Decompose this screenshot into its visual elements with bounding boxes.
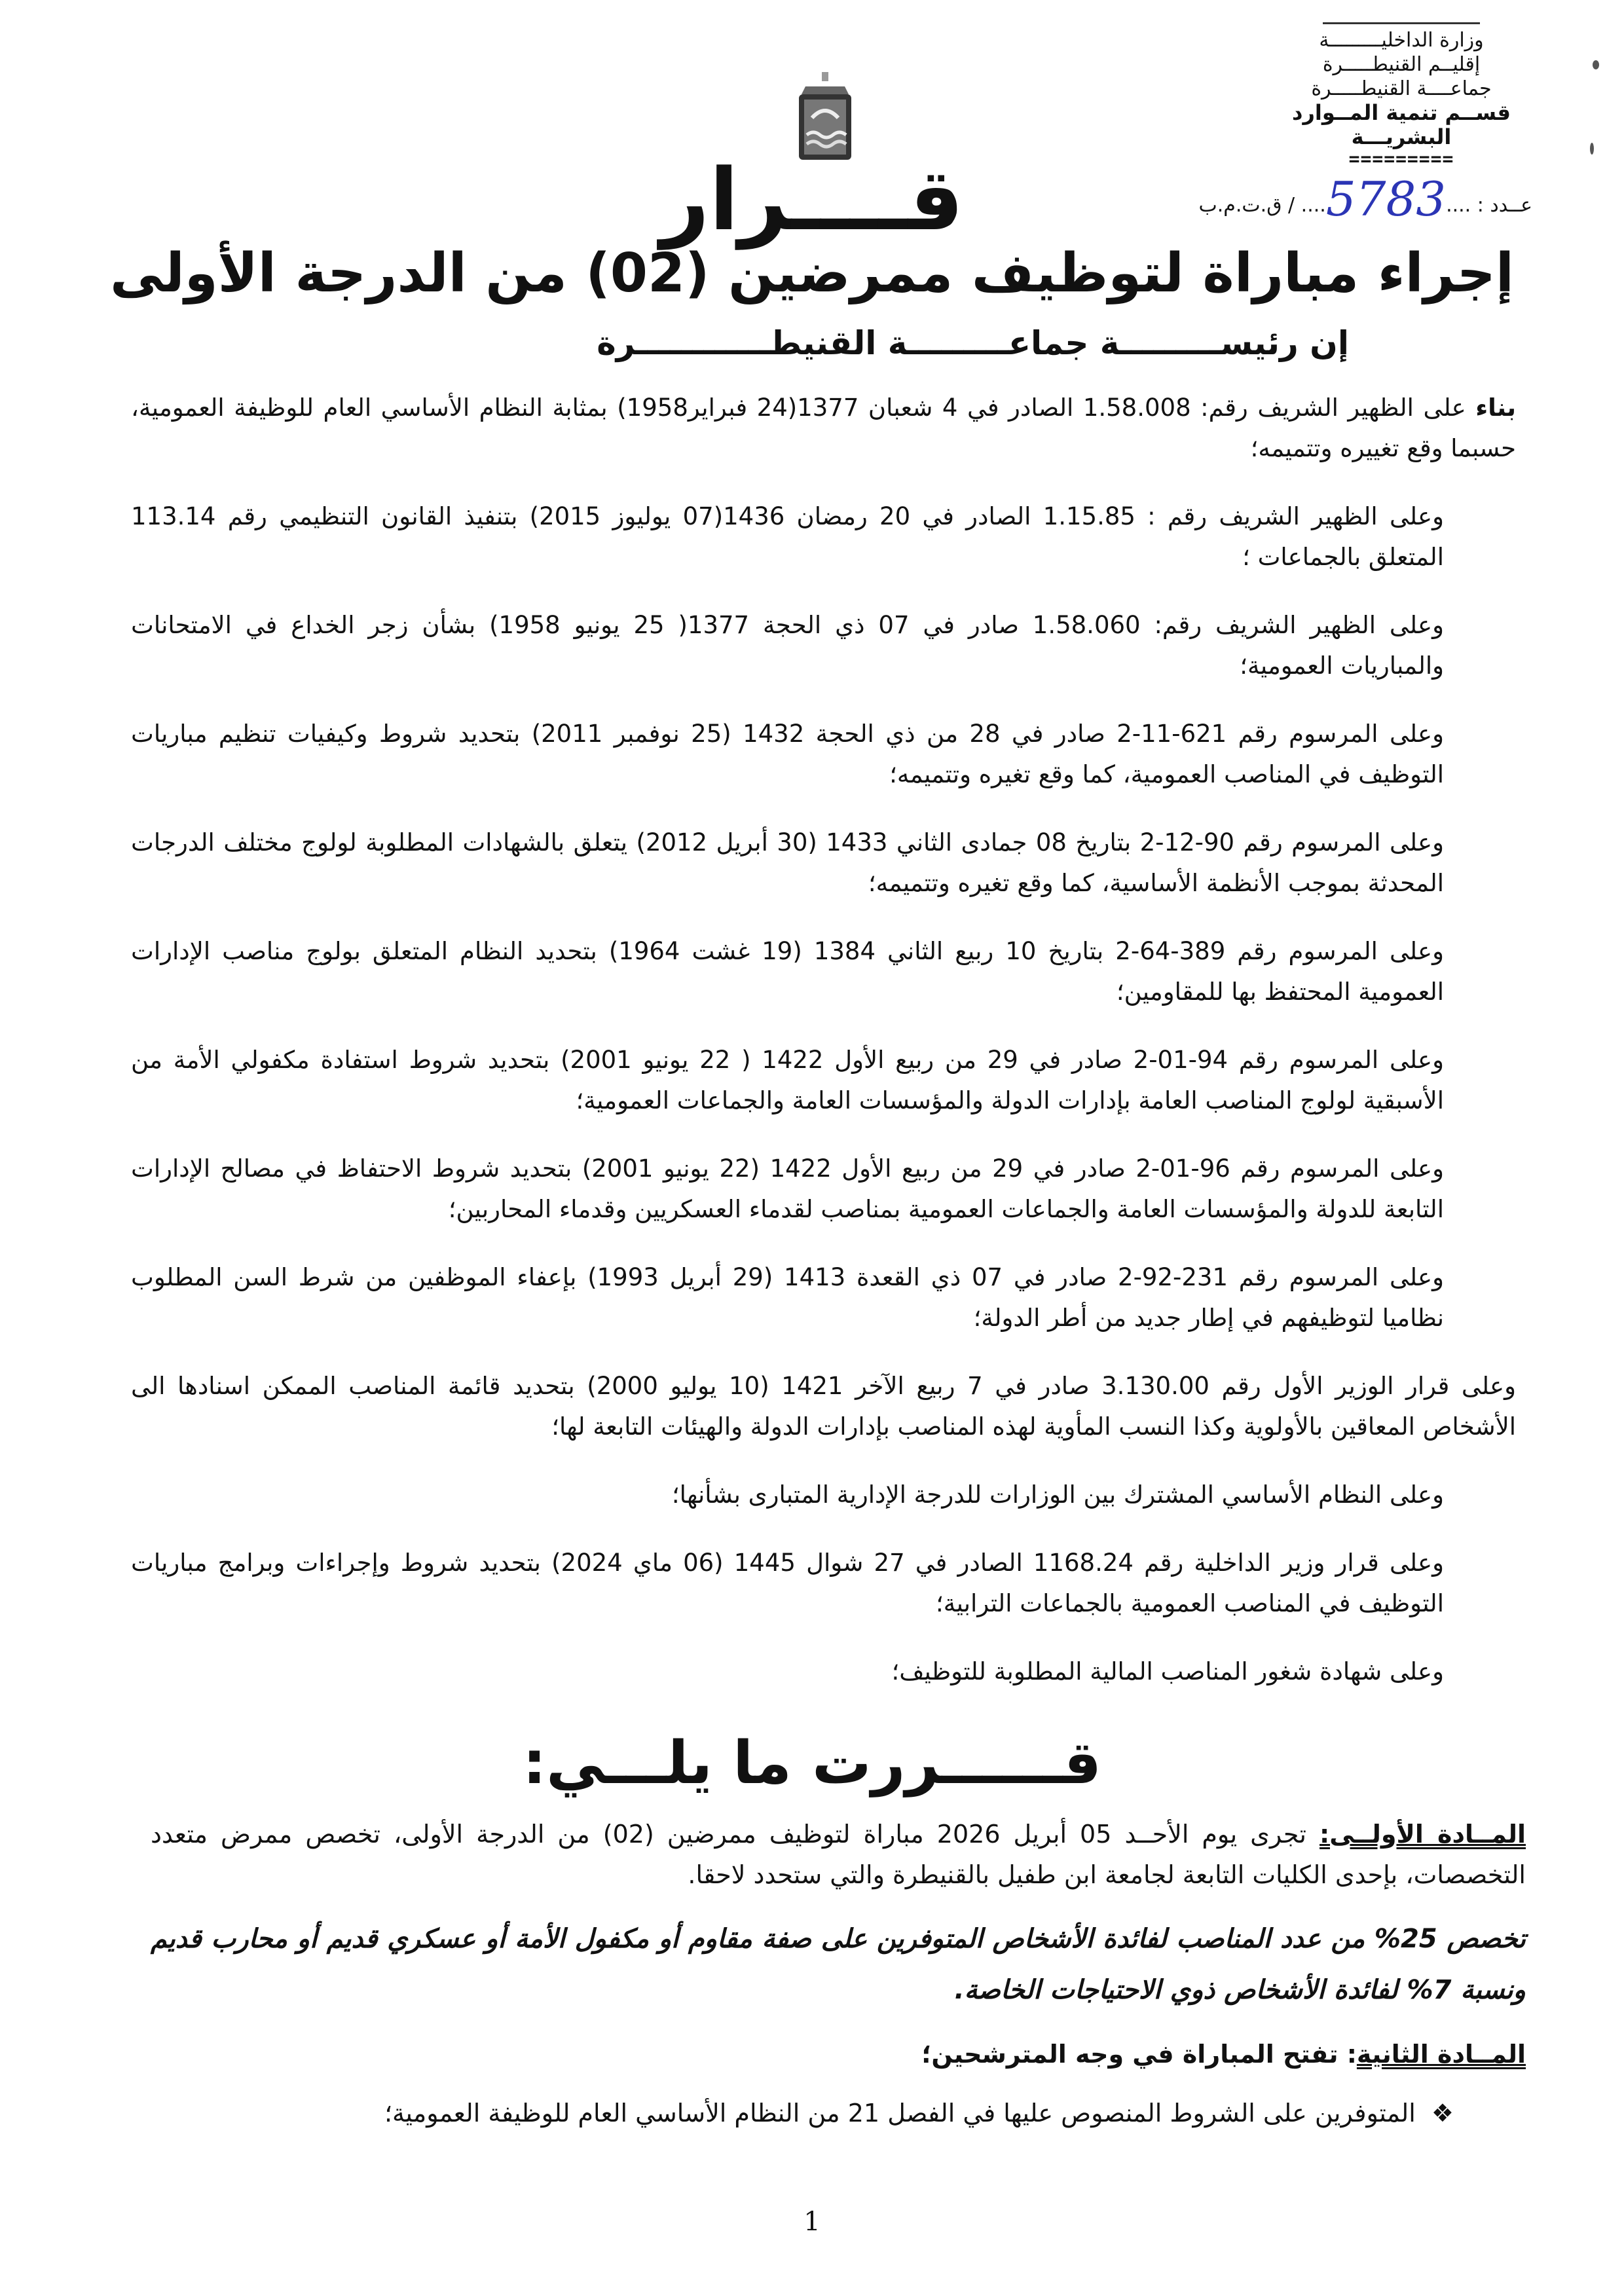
article-2-text: : تفتح المباراة في وجه المترشحين؛ <box>921 2040 1357 2069</box>
header-separator: ========= <box>1348 148 1454 170</box>
recitals <box>131 388 1516 1720</box>
reference-suffix: / ق.ت.م.ب <box>1198 194 1295 217</box>
reference-label: عــدد : <box>1477 194 1532 217</box>
condition-bullet: ❖ المتوفرين على الشروط المنصوص عليها في الفصل 21 من النظام الأساسي العام للوظيفة العمومية؛ <box>384 2099 1454 2127</box>
page-number: 1 <box>803 2207 821 2237</box>
header-province: إقليــم القنيطـــــرة <box>1322 53 1481 76</box>
reference-number: عــدد : ....5783.... / ق.ت.م.ب <box>1198 172 1532 227</box>
recital: وعلى قرار الوزير الأول رقم 3.130.00 صادر في 7 ربيع الآخر 1421 (10 يوليو 2000) بتحديد قائمة المناصب الممكن اسنادها الى الأشخاص المعاقين بالأولوية وكذا النسب المأوية لهذه المناصب بإدارات الدولة والهيئات التابعة لها؛ <box>131 1372 1516 1441</box>
recital: بناء على الظهير الشريف رقم: 1.58.008 الصادر في 4 شعبان 1377(24 فبراير1958) بمثابة النظام الأساسي العام للوظيفة العمومية، حسبما وقع تغييره وتتميمه؛ <box>131 394 1517 462</box>
header-department: قســم تنمية المــوارد البشريـــة <box>1292 100 1511 149</box>
handwritten-number: 5783 <box>1325 172 1447 227</box>
recital: وعلى النظام الأساسي المشترك بين الوزارات للدرجة الإدارية المتبارى بشأنها؛ <box>671 1481 1444 1509</box>
recital: وعلى المرسوم رقم 231-92-2 صادر في 07 ذي القعدة 1413 (29 أبريل 1993) بإعفاء الموظفين من شرط السن المطلوب نظاميا لتوظيفهم في إطار جديد من أطر الدولة؛ <box>131 1263 1444 1332</box>
article-1-label: المــادة الأولــى: <box>1320 1820 1526 1849</box>
document-title: قــــرار <box>660 150 964 249</box>
article-1-text: تجرى يوم الأحــد 05 أبريل 2026 مباراة لتوظيف ممرضين (02) من الدرجة الأولى، تخصص ممرض متعدد التخصصات، بإحدى الكليات التابعة لجامعة ابن طفيل بالقنيطرة والتي ستحدد لاحقا. <box>151 1820 1526 1889</box>
article-1 <box>151 1814 1526 1895</box>
recital: وعلى المرسوم رقم 389-64-2 بتاريخ 10 ربيع الثاني 1384 (19 غشت 1964) بتحديد النظام المتعلق بولوج مناصب الإدارات العمومية المحتفظ بها للمقاومين؛ <box>131 937 1444 1006</box>
header-top-rule <box>1323 13 1480 24</box>
articles <box>151 1814 1526 2152</box>
president-line: إن رئيســـــــــة جماعـــــــــة القنيطــــــــــــرة <box>597 324 1349 362</box>
recital: وعلى المرسوم رقم 621-11-2 صادر في 28 من ذي الحجة 1432 (25 نوفمبر 2011) بتحديد شروط وكيفيات تنظيم مباريات التوظيف في المناصب العمومية، كما وقع تغيره وتتميمه؛ <box>131 720 1444 788</box>
article-2 <box>151 2034 1526 2074</box>
header-ministry: وزارة الداخليـــــــــة <box>1319 29 1484 52</box>
recital: وعلى شهادة شغور المناصب المالية المطلوبة للتوظيف؛ <box>891 1657 1444 1685</box>
recital: وعلى المرسوم رقم 96-01-2 صادر في 29 من ربيع الأول 1422 (22 يونيو 2001) بتحديد شروط الاحتفاظ في مصالح الإدارات التابعة للدولة والمؤسسات العامة والجماعات العمومية بمناصب لقدماء العسكريين وقدماء المحاربين؛ <box>131 1154 1445 1223</box>
article-2-label: المــادة الثانية <box>1356 2040 1526 2069</box>
recital: وعلى قرار وزير الداخلية رقم 1168.24 الصادر في 27 شوال 1445 (06 ماي 2024) بتحديد شروط وإجراءات وبرامج مباريات التوظيف في المناصب العمومية بالجماعات الترابية؛ <box>131 1549 1444 1617</box>
scan-speck <box>1593 60 1599 69</box>
diamond-bullet-icon: ❖ <box>1415 2099 1454 2127</box>
header-commune: جماعــــة القنيطـــــرة <box>1311 77 1492 100</box>
scan-speck <box>1590 143 1594 155</box>
recital: وعلى المرسوم رقم 90-12-2 بتاريخ 08 جمادى الثاني 1433 (30 أبريل 2012) يتعلق بالشهادات المطلوبة لولوج مختلف الدرجات المحدثة بموجب الأنظمة الأساسية، كما وقع تغيره وتتميمه؛ <box>131 828 1444 897</box>
recital-lead: بناء <box>1475 394 1517 422</box>
recital: وعلى الظهير الشريف رقم : 1.15.85 الصادر في 20 رمضان 1436(07 يوليوز 2015) بتنفيذ القانون التنظيمي رقم 113.14 المتعلق بالجماعات ؛ <box>131 502 1444 571</box>
decision-heading: قــــــررت ما يلـــي: <box>523 1729 1101 1797</box>
document-subtitle: إجراء مباراة لتوظيف ممرضين (02) من الدرجة الأولى <box>110 242 1514 304</box>
recital: وعلى الظهير الشريف رقم: 1.58.060 صادر في 07 ذي الحجة 1377( 25 يونيو 1958) بشأن زجر الخداع في الامتحانات والمباريات العمومية؛ <box>131 611 1444 680</box>
recital: وعلى المرسوم رقم 94-01-2 صادر في 29 من ربيع الأول 1422 ( 22 يونيو 2001) بتحديد شروط استفادة مكفولي الأمة من الأسبقية لولوج المناصب العامة بإدارات الدولة والمؤسسات العامة والجماعات العمومية؛ <box>131 1046 1444 1114</box>
letterhead <box>1264 13 1539 169</box>
quota-text: تخصص 25% من عدد المناصب لفائدة الأشخاص المتوفرين على صفة مقاوم أو مكفول الأمة أو عسكري قديم أو محارب قديم ونسبة 7% لفائدة الأشخاص ذوي الاحتياجات الخاصة. <box>151 1924 1526 2005</box>
